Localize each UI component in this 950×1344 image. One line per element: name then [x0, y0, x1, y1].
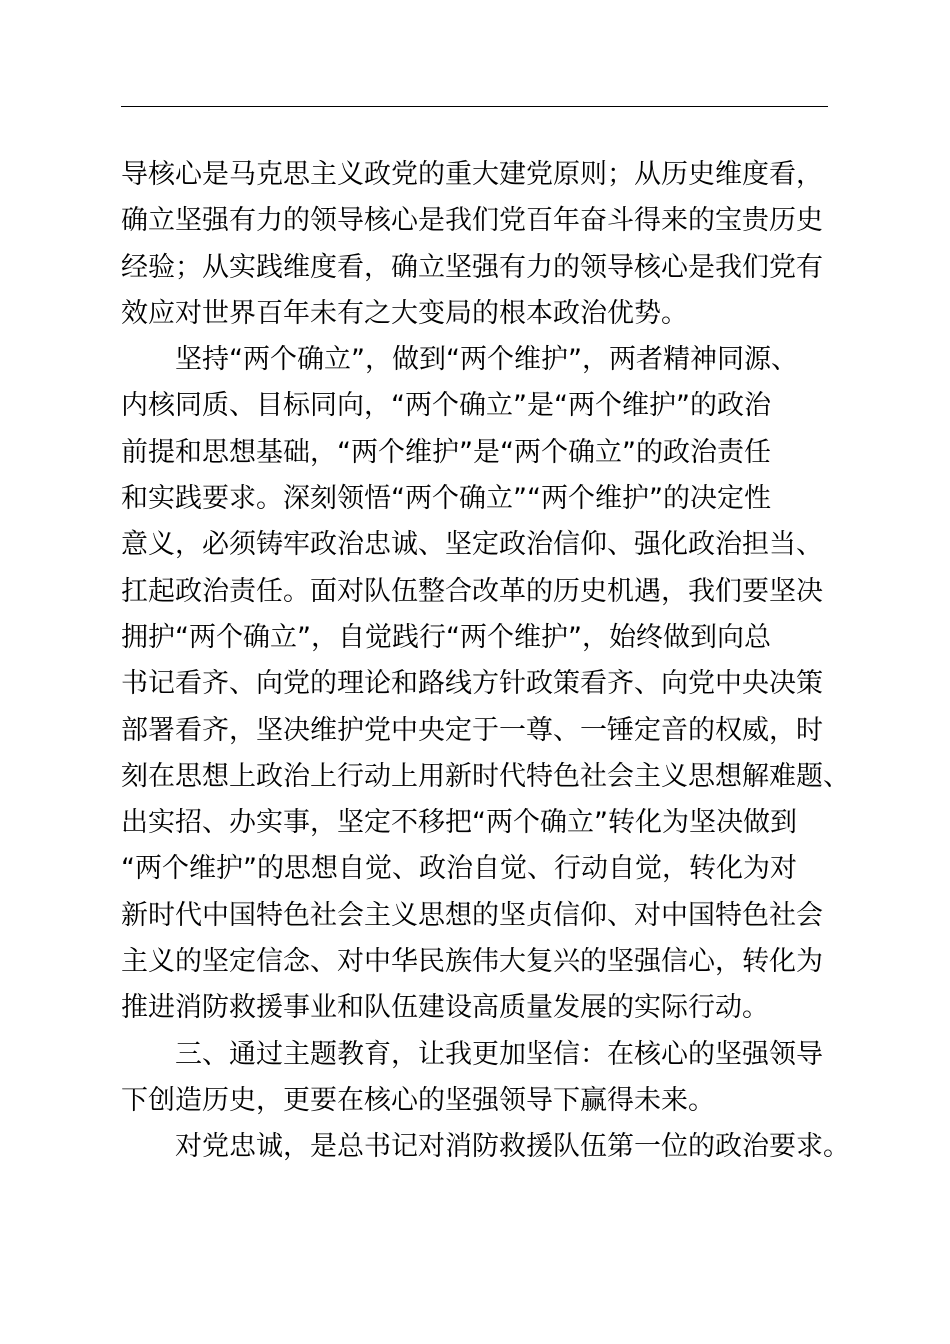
text-line: 拥护“两个确立”，自觉践行“两个维护”，始终做到向总	[121, 621, 771, 653]
text-line: 推进消防救援事业和队伍建设高质量发展的实际行动。	[121, 992, 769, 1024]
text-line: 确立坚强有力的领导核心是我们党百年奋斗得来的宝贵历史	[121, 205, 823, 237]
text-line: 主义的坚定信念、对中华民族伟大复兴的坚强信心，转化为	[121, 946, 823, 978]
paragraph-first-line: 对党忠诚，是总书记对消防救援队伍第一位的政治要求。	[175, 1131, 850, 1163]
text-line: 部署看齐，坚决维护党中央定于一尊、一锤定音的权威，时	[121, 714, 823, 746]
text-line: 新时代中国特色社会主义思想的坚贞信仰、对中国特色社会	[121, 899, 823, 931]
paragraph-first-line: 坚持“两个确立”，做到“两个维护”，两者精神同源、	[175, 344, 798, 376]
text-line: 书记看齐、向党的理论和路线方针政策看齐、向党中央决策	[121, 668, 823, 700]
text-line: 下创造历史，更要在核心的坚强领导下赢得未来。	[121, 1084, 715, 1116]
text-line: 和实践要求。深刻领悟“两个确立”“两个维护”的决定性	[121, 483, 771, 515]
text-line: “两个维护”的思想自觉、政治自觉、行动自觉，转化为对	[121, 853, 797, 885]
text-line: 经验；从实践维度看，确立坚强有力的领导核心是我们党有	[121, 251, 823, 283]
text-line: 内核同质、目标同向，“两个确立”是“两个维护”的政治	[121, 390, 771, 422]
section-heading-line: 三、通过主题教育，让我更加坚信：在核心的坚强领导	[175, 1038, 823, 1070]
text-line: 刻在思想上政治上行动上用新时代特色社会主义思想解难题、	[121, 760, 850, 792]
text-line: 前提和思想基础，“两个维护”是“两个确立”的政治责任	[121, 436, 771, 468]
text-line: 导核心是马克思主义政党的重大建党原则；从历史维度看，	[121, 159, 823, 190]
text-line: 意义，必须铸牢政治忠诚、坚定政治信仰、强化政治担当、	[121, 529, 823, 561]
text-line: 效应对世界百年未有之大变局的根本政治优势。	[121, 297, 688, 329]
document-body	[121, 152, 850, 1171]
text-line: 出实招、办实事，坚定不移把“两个确立”转化为坚决做到	[121, 807, 797, 839]
text-line: 扛起政治责任。面对队伍整合改革的历史机遇，我们要坚决	[121, 575, 823, 607]
header-rule	[121, 106, 828, 107]
